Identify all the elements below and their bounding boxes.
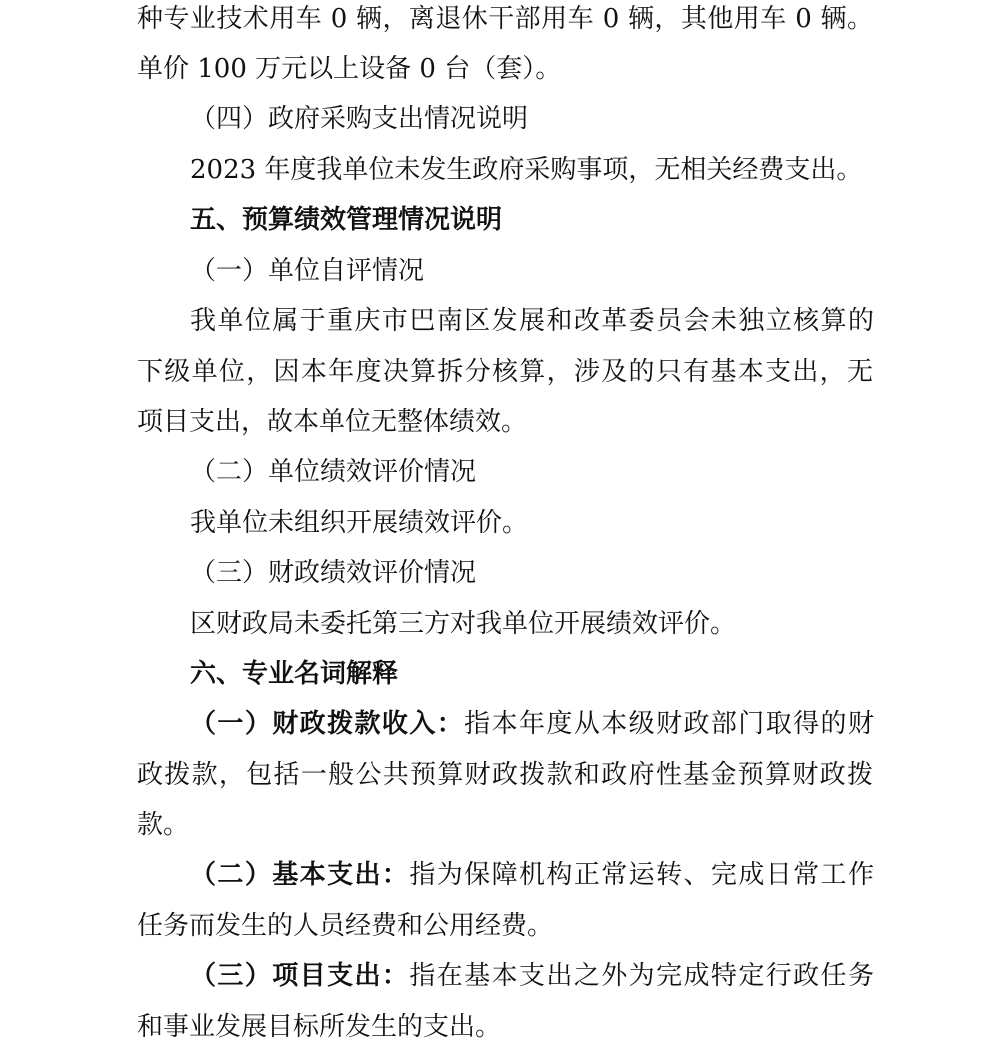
paragraph-text: 2023 年度我单位未发生政府采购事项，无相关经费支出。 (190, 155, 863, 185)
paragraph-text: 和事业发展目标所发生的支出。 (137, 1012, 502, 1042)
body-line (0, 44, 1000, 94)
definition-row (190, 951, 874, 1001)
body-line (0, 901, 1000, 951)
definition-text: 指在基本支出之外为完成特定行政任务 (409, 961, 874, 991)
paragraph-text: 我单位未组织开展绩效评价。 (190, 508, 529, 538)
term-label: （一）财政拨款收入： (190, 709, 465, 739)
definition-row (190, 850, 874, 900)
definition-row (190, 699, 874, 749)
definition-line (0, 951, 1000, 1001)
paragraph-text: 我单位属于重庆市巴南区发展和改革委员会未独立核算的 (190, 306, 874, 336)
heading-text: 六、专业名词解释 (190, 659, 399, 689)
subsection-heading (0, 447, 1000, 497)
paragraph-text: 下级单位，因本年度决算拆分核算，涉及的只有基本支出，无 (137, 357, 873, 387)
body-line (0, 498, 1000, 548)
definition-text: 指为保障机构正常运转、完成日常工作 (409, 860, 874, 890)
heading-text: 五、预算绩效管理情况说明 (190, 205, 503, 235)
term-label: （二）基本支出： (190, 860, 410, 890)
paragraph-text: 区财政局未委托第三方对我单位开展绩效评价。 (190, 609, 737, 639)
body-line (0, 296, 1000, 346)
heading-text: （二）单位绩效评价情况 (190, 457, 477, 487)
definition-line (0, 699, 1000, 749)
body-line (0, 1002, 1000, 1052)
paragraph-text: 项目支出，故本单位无整体绩效。 (137, 407, 528, 437)
paragraph-text: 种专业技术用车 0 辆，离退休干部用车 0 辆，其他用车 0 辆。 (137, 4, 873, 34)
paragraph-text: 政拨款，包括一般公共预算财政拨款和政府性基金预算财政拨 (137, 760, 873, 790)
body-line (0, 750, 1000, 800)
paragraph-text: 任务而发生的人员经费和公用经费。 (137, 911, 554, 941)
subsection-heading (0, 246, 1000, 296)
body-line (0, 0, 1000, 44)
section-heading (0, 649, 1000, 699)
body-line (0, 800, 1000, 850)
definition-text: 指本年度从本级财政部门取得的财 (464, 709, 874, 739)
paragraph-text: 单价 100 万元以上设备 0 台（套）。 (137, 54, 562, 84)
body-line (0, 397, 1000, 447)
body-line (0, 347, 1000, 397)
subsection-heading (0, 548, 1000, 598)
subsection-heading (0, 94, 1000, 144)
heading-text: （一）单位自评情况 (190, 256, 425, 286)
heading-text: （四）政府采购支出情况说明 (190, 104, 529, 134)
term-label: （三）项目支出： (190, 961, 410, 991)
heading-text: （三）财政绩效评价情况 (190, 558, 477, 588)
definition-line (0, 850, 1000, 900)
section-heading (0, 195, 1000, 245)
body-line (0, 599, 1000, 649)
paragraph-text: 款。 (137, 810, 190, 840)
body-line (0, 145, 1000, 195)
